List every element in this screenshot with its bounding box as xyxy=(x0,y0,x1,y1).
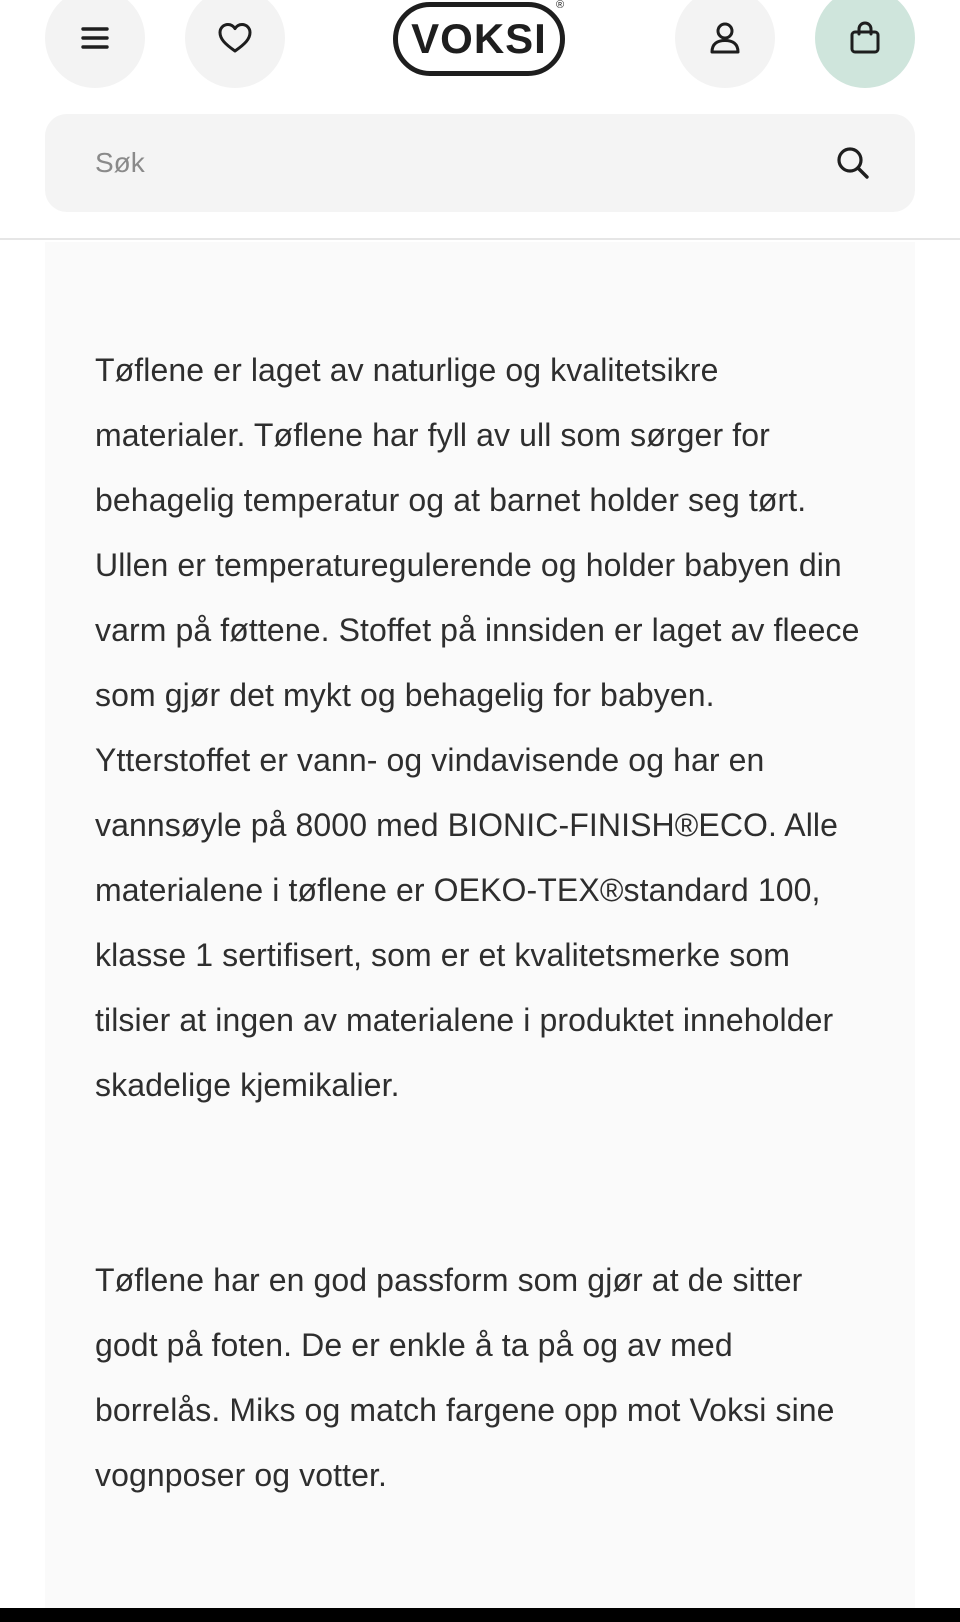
cart-button[interactable] xyxy=(815,0,915,88)
shopping-bag-icon xyxy=(845,18,885,58)
site-header xyxy=(0,0,960,240)
description-paragraph-materials: Tøflene er laget av naturlige og kvalitetsikre materialer. Tøflene har fyll av ull som sørger for behagelig temperatur og at barnet holder seg tørt. Ullen er temperaturegulerende og holder babyen din varm på føttene. Stoffet på innsiden er laget av fleece som gjør det mykt og behagelig for babyen. Ytterstoffet er vann- og vindavisende og har en vannsøyle på 8000 med BIONIC-FINISH®ECO. Alle materialene i tøflene er OEKO-TEX®standard 100, klasse 1 sertifisert, som er et kvalitetsmerke som tilsier at ingen av materialene i produktet inneholder skadelige kjemikalier. xyxy=(95,352,860,1103)
user-icon xyxy=(705,18,745,58)
wishlist-button[interactable] xyxy=(185,0,285,88)
logo-registered-mark: ® xyxy=(556,0,565,11)
search-icon xyxy=(833,143,873,183)
search-input[interactable] xyxy=(95,147,831,179)
logo-text: VOKSI xyxy=(411,15,547,62)
description-paragraph-fit: Tøflene har en god passform som gjør at de sitter godt på foten. De er enkle å ta på og av med borrelås. Miks og match fargene opp mot Voksi sine vognposer og votter. xyxy=(95,1262,835,1493)
search-bar xyxy=(45,114,915,212)
menu-button[interactable] xyxy=(45,0,145,88)
search-button[interactable] xyxy=(831,141,875,185)
product-description xyxy=(45,242,915,1608)
account-button[interactable] xyxy=(675,0,775,88)
bottom-edge-bar xyxy=(0,1608,960,1622)
voksi-logo[interactable] xyxy=(393,2,565,76)
hamburger-menu-icon xyxy=(75,18,115,58)
heart-icon xyxy=(215,18,255,58)
